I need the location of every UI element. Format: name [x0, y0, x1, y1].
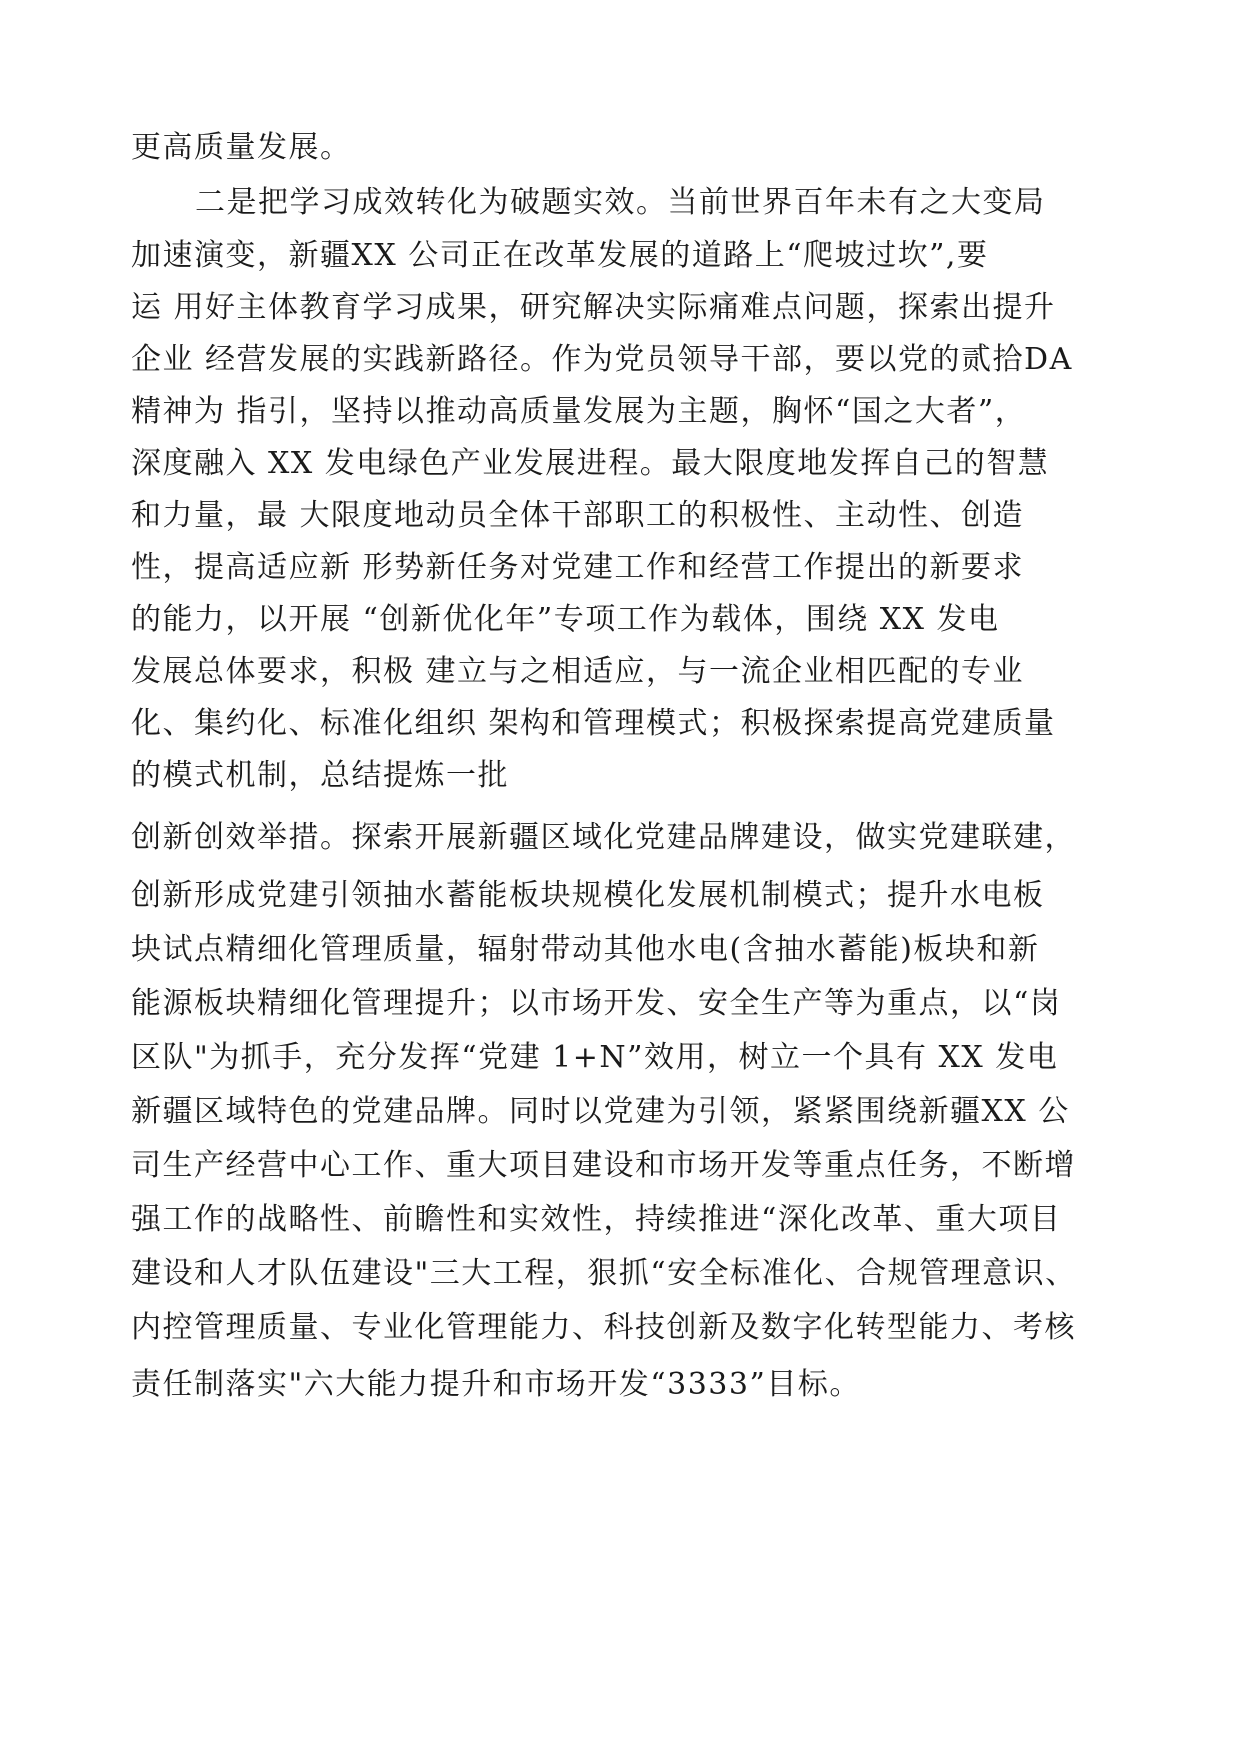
text-line-9: 性，提高适应新 形势新任务对党建工作和经营工作提出的新要求 — [131, 550, 1025, 585]
text-line-22: 建设和人才队伍建设"三大工程，狠抓“安全标准化、合规管理意识、 — [131, 1256, 1077, 1291]
text-line-10: 的能力，以开展 “创新优化年”专项工作为载体，围绕 XX 发电 — [131, 602, 1000, 637]
text-line-12: 化、集约化、标准化组织 架构和管理模式；积极探索提高党建质量 — [131, 706, 1056, 741]
text-line-7: 深度融入 XX 发电绿色产业发展进程。最大限度地发挥自己的智慧 — [131, 446, 1050, 481]
text-line-11: 发展总体要求，积极 建立与之相适应，与一流企业相匹配的专业 — [131, 654, 1025, 689]
text-line-4: 运 用好主体教育学习成果，研究解决实际痛难点问题，探索出提升 — [131, 290, 1056, 325]
text-line-2: 二是把学习成效转化为破题实效。当前世界百年未有之大变局 — [195, 185, 1046, 220]
text-line-16: 块试点精细化管理质量，辐射带动其他水电(含抽水蓄能)板块和新 — [131, 932, 1040, 967]
text-line-5: 企业 经营发展的实践新路径。作为党员领导干部，要以党的贰拾DA — [131, 342, 1073, 377]
text-line-24: 责任制落实"六大能力提升和市场开发“3333”目标。 — [131, 1367, 861, 1402]
text-line-1: 更高质量发展。 — [131, 130, 352, 165]
text-line-15: 创新形成党建引领抽水蓄能板块规模化发展机制模式；提升水电板 — [131, 878, 1045, 913]
text-line-21: 强工作的战略性、前瞻性和实效性，持续推进“深化改革、重大项目 — [131, 1202, 1062, 1237]
text-line-3: 加速演变，新疆XX 公司正在改革发展的道路上“爬坡过坎”,要 — [131, 238, 989, 273]
text-line-17: 能源板块精细化管理提升；以市场开发、安全生产等为重点，以“岗 — [131, 986, 1062, 1021]
text-line-14: 创新创效举措。探索开展新疆区域化党建品牌建设，做实党建联建， — [131, 820, 1076, 855]
text-line-13: 的模式机制，总结提炼一批 — [131, 758, 509, 793]
text-line-19: 新疆区域特色的党建品牌。同时以党建为引领，紧紧围绕新疆XX 公 — [131, 1094, 1070, 1129]
text-line-23: 内控管理质量、专业化管理能力、科技创新及数字化转型能力、考核 — [131, 1310, 1076, 1345]
text-line-20: 司生产经营中心工作、重大项目建设和市场开发等重点任务，不断增 — [131, 1148, 1076, 1183]
text-line-6: 精神为 指引，坚持以推动高质量发展为主题，胸怀“国之大者”， — [131, 394, 1027, 429]
text-line-18: 区队"为抓手，充分发挥“党建 1+N”效用，树立一个具有 XX 发电 — [131, 1040, 1059, 1075]
text-line-8: 和力量，最 大限度地动员全体干部职工的积极性、主动性、创造 — [131, 498, 1025, 533]
